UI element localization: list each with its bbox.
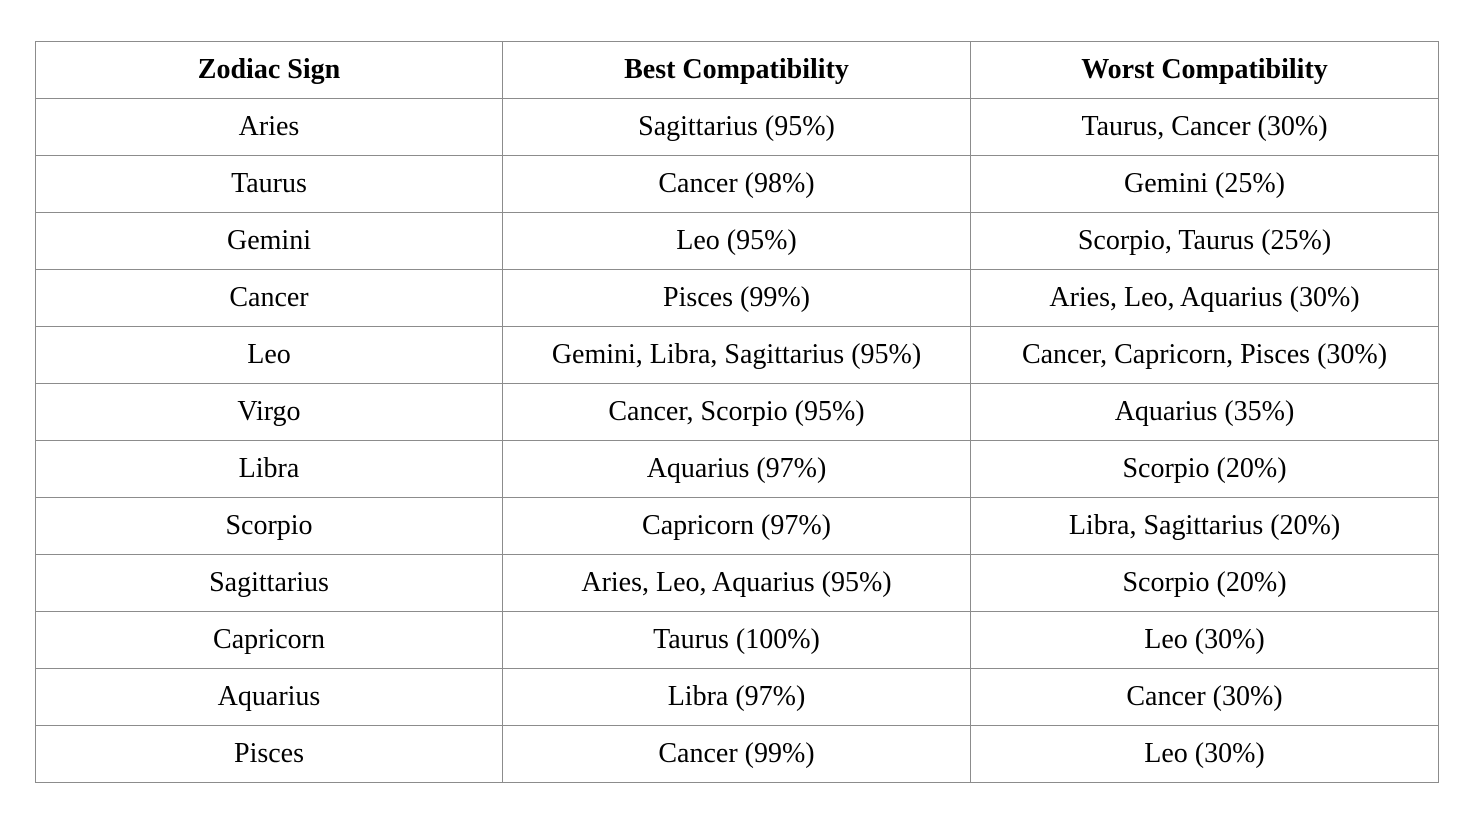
worst-compatibility-cell: Leo (30%) — [971, 726, 1439, 783]
table-row — [36, 213, 1439, 270]
table-row — [36, 726, 1439, 783]
table-row — [36, 327, 1439, 384]
best-compatibility-cell: Cancer, Scorpio (95%) — [503, 384, 971, 441]
table-row — [36, 612, 1439, 669]
zodiac-sign-cell: Aquarius — [36, 669, 503, 726]
header-row — [36, 42, 1439, 99]
best-compatibility-cell: Cancer (99%) — [503, 726, 971, 783]
worst-compatibility-cell: Taurus, Cancer (30%) — [971, 99, 1439, 156]
header-best-compatibility: Best Compatibility — [503, 42, 971, 99]
best-compatibility-cell: Leo (95%) — [503, 213, 971, 270]
worst-compatibility-cell: Libra, Sagittarius (20%) — [971, 498, 1439, 555]
zodiac-sign-cell: Sagittarius — [36, 555, 503, 612]
zodiac-sign-cell: Pisces — [36, 726, 503, 783]
best-compatibility-cell: Libra (97%) — [503, 669, 971, 726]
table-header — [36, 42, 1439, 99]
zodiac-sign-cell: Scorpio — [36, 498, 503, 555]
best-compatibility-cell: Sagittarius (95%) — [503, 99, 971, 156]
zodiac-sign-cell: Virgo — [36, 384, 503, 441]
zodiac-sign-cell: Cancer — [36, 270, 503, 327]
zodiac-sign-cell: Aries — [36, 99, 503, 156]
worst-compatibility-cell: Scorpio (20%) — [971, 441, 1439, 498]
worst-compatibility-cell: Cancer (30%) — [971, 669, 1439, 726]
table-row — [36, 555, 1439, 612]
zodiac-sign-cell: Capricorn — [36, 612, 503, 669]
best-compatibility-cell: Cancer (98%) — [503, 156, 971, 213]
best-compatibility-cell: Aries, Leo, Aquarius (95%) — [503, 555, 971, 612]
table-row — [36, 441, 1439, 498]
worst-compatibility-cell: Cancer, Capricorn, Pisces (30%) — [971, 327, 1439, 384]
table-row — [36, 384, 1439, 441]
worst-compatibility-cell: Aries, Leo, Aquarius (30%) — [971, 270, 1439, 327]
zodiac-sign-cell: Libra — [36, 441, 503, 498]
worst-compatibility-cell: Leo (30%) — [971, 612, 1439, 669]
zodiac-sign-cell: Gemini — [36, 213, 503, 270]
table-row — [36, 99, 1439, 156]
table-row — [36, 669, 1439, 726]
table-row — [36, 156, 1439, 213]
header-zodiac-sign: Zodiac Sign — [36, 42, 503, 99]
best-compatibility-cell: Taurus (100%) — [503, 612, 971, 669]
table-row — [36, 270, 1439, 327]
best-compatibility-cell: Aquarius (97%) — [503, 441, 971, 498]
zodiac-compatibility-table — [35, 41, 1439, 783]
table-row — [36, 498, 1439, 555]
best-compatibility-cell: Pisces (99%) — [503, 270, 971, 327]
worst-compatibility-cell: Aquarius (35%) — [971, 384, 1439, 441]
zodiac-sign-cell: Taurus — [36, 156, 503, 213]
worst-compatibility-cell: Scorpio (20%) — [971, 555, 1439, 612]
zodiac-sign-cell: Leo — [36, 327, 503, 384]
header-worst-compatibility: Worst Compatibility — [971, 42, 1439, 99]
worst-compatibility-cell: Scorpio, Taurus (25%) — [971, 213, 1439, 270]
best-compatibility-cell: Capricorn (97%) — [503, 498, 971, 555]
worst-compatibility-cell: Gemini (25%) — [971, 156, 1439, 213]
best-compatibility-cell: Gemini, Libra, Sagittarius (95%) — [503, 327, 971, 384]
table-body — [36, 99, 1439, 783]
